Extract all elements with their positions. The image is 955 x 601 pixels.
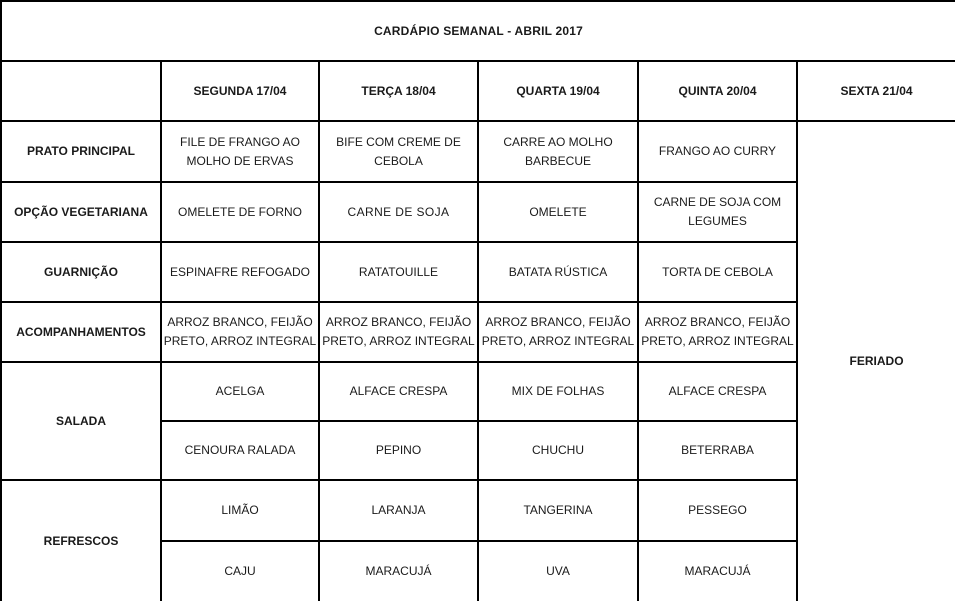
cell-vegetariana-terca: CARNE DE SOJA — [319, 182, 478, 242]
cell-acompanhamentos-quarta: ARROZ BRANCO, FEIJÃO PRETO, ARROZ INTEGRAL — [478, 302, 638, 362]
cell-vegetariana-segunda: OMELETE DE FORNO — [161, 182, 319, 242]
cell-salada1-terca: ALFACE CRESPA — [319, 362, 478, 421]
cell-refrescos1-terca: LARANJA — [319, 480, 478, 541]
cell-salada1-segunda: ACELGA — [161, 362, 319, 421]
menu-title: CARDÁPIO SEMANAL - ABRIL 2017 — [1, 1, 955, 61]
row-label-acompanhamentos: ACOMPANHAMENTOS — [1, 302, 161, 362]
row-label-salada: SALADA — [1, 362, 161, 480]
cell-guarnicao-terca: RATATOUILLE — [319, 242, 478, 302]
row-label-guarnicao: GUARNIÇÃO — [1, 242, 161, 302]
day-header-segunda: SEGUNDA 17/04 — [161, 61, 319, 121]
holiday-cell: FERIADO — [797, 121, 955, 601]
day-header-terca: TERÇA 18/04 — [319, 61, 478, 121]
day-header-quarta: QUARTA 19/04 — [478, 61, 638, 121]
cell-vegetariana-quinta: CARNE DE SOJA COM LEGUMES — [638, 182, 797, 242]
cell-salada2-quarta: CHUCHU — [478, 421, 638, 480]
cell-refrescos1-segunda: LIMÃO — [161, 480, 319, 541]
cell-guarnicao-quinta: TORTA DE CEBOLA — [638, 242, 797, 302]
cell-salada1-quinta: ALFACE CRESPA — [638, 362, 797, 421]
row-label-prato-principal: PRATO PRINCIPAL — [1, 121, 161, 182]
cell-prato-segunda: FILE DE FRANGO AO MOLHO DE ERVAS — [161, 121, 319, 182]
cell-guarnicao-segunda: ESPINAFRE REFOGADO — [161, 242, 319, 302]
day-header-sexta: SEXTA 21/04 — [797, 61, 955, 121]
cell-refrescos2-terca: MARACUJÁ — [319, 541, 478, 601]
row-label-opcao-vegetariana: OPÇÃO VEGETARIANA — [1, 182, 161, 242]
cell-refrescos1-quarta: TANGERINA — [478, 480, 638, 541]
cell-refrescos2-segunda: CAJU — [161, 541, 319, 601]
cell-refrescos2-quarta: UVA — [478, 541, 638, 601]
cell-acompanhamentos-quinta: ARROZ BRANCO, FEIJÃO PRETO, ARROZ INTEGRAL — [638, 302, 797, 362]
row-label-refrescos: REFRESCOS — [1, 480, 161, 601]
day-header-quinta: QUINTA 20/04 — [638, 61, 797, 121]
cell-vegetariana-quarta: OMELETE — [478, 182, 638, 242]
cell-refrescos2-quinta: MARACUJÁ — [638, 541, 797, 601]
cell-prato-quarta: CARRE AO MOLHO BARBECUE — [478, 121, 638, 182]
cell-prato-terca: BIFE COM CREME DE CEBOLA — [319, 121, 478, 182]
cell-salada2-quinta: BETERRABA — [638, 421, 797, 480]
cell-guarnicao-quarta: BATATA RÚSTICA — [478, 242, 638, 302]
cell-refrescos1-quinta: PESSEGO — [638, 480, 797, 541]
cell-salada1-quarta: MIX DE FOLHAS — [478, 362, 638, 421]
cell-salada2-terca: PEPINO — [319, 421, 478, 480]
cell-salada2-segunda: CENOURA RALADA — [161, 421, 319, 480]
cell-acompanhamentos-terca: ARROZ BRANCO, FEIJÃO PRETO, ARROZ INTEGRAL — [319, 302, 478, 362]
cell-prato-quinta: FRANGO AO CURRY — [638, 121, 797, 182]
cell-acompanhamentos-segunda: ARROZ BRANCO, FEIJÃO PRETO, ARROZ INTEGRAL — [161, 302, 319, 362]
corner-cell — [1, 61, 161, 121]
